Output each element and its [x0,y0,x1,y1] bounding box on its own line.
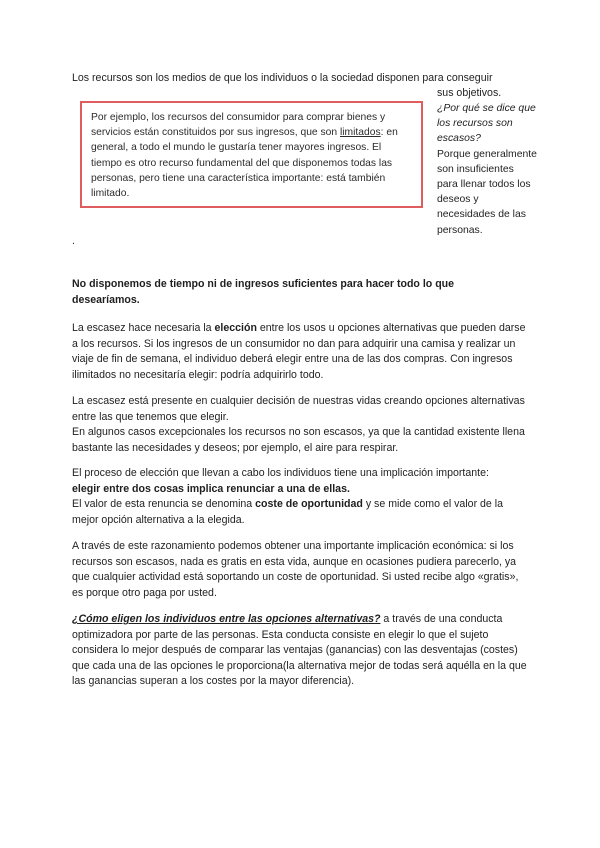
p3-text-e: y se mide como el valor de la mejor opción alternativa a la elegida. [72,498,504,526]
intro-line-1: Los recursos son los medios de que los individuos o la sociedad disponen para conseguir [72,72,493,84]
p2-line-b: En algunos casos excepcionales los recursos no son escasos, ya que la cantidad existente llena bastante las necesidades y deseos; por ejemplo, el aire para respirar. [72,426,525,454]
quote-text-after: : en general, a todo el mundo le gustaría tener mayores ingresos. El tiempo es otro recurso fundamental del que disponemos todas las personas, pero tiene una característica importante: está también limitado. [91,127,398,200]
p3-text-c: El valor de esta renuncia se denomina [72,498,256,510]
p3-bold-renunciar: elegir entre dos cosas implica renunciar a una de ellas. [72,482,350,495]
quote-text-before: Por ejemplo, los recursos del consumidor para comprar bienes y servicios están constituidos por sus ingresos, que son [91,112,386,139]
p1-text-c: entre los usos u opciones alternativas que pueden darse a los recursos. Si los ingresos de un consumidor no dan para adquirir una camisa y realizar un viaje de fin de semana, el individuo deberá elegir entre una de las dos compras. Con ingresos ilimitados no necesitaría elegir: podría adquirirlo todo. [72,322,526,381]
intro-paragraph [72,71,532,99]
paragraph-coste-oportunidad [72,466,532,528]
side-note-answer: Porque generalmente son insuficientes para llenar todos los deseos y necesidades de las personas. [437,148,537,236]
p1-bold-eleccion: elección [214,322,257,334]
paragraph-como-eligen [72,612,532,690]
side-note [437,101,537,238]
paragraph-escasez [72,394,532,456]
intro-line-2: sus objetivos. [437,87,502,99]
p5-text: a través de una conducta optimizadora por parte de las personas. Esta conducta consiste en elegir lo que el sujeto considera lo mejor después de comparar las ventajas (ganancias) con las desventajas (costes) que cada una de las opciones le proporciona(la alternativa mejor de todas será aquélla en la que las ganancias superan a los costes por la mayor diferencia). [72,613,527,687]
stray-dot: . [72,235,75,247]
paragraph-nada-gratis: A través de este razonamiento podemos obtener una importante implicación económica: si los recursos son escasos, nada es gratis en esta vida, aunque en ocasiones pudiera parecerlo, ya que cualquier actividad está soportando un coste de oportunidad. Si usted recibe algo «gratis», es porque otro paga por usted. [72,540,519,599]
p2-line-a: La escasez está presente en cualquier decisión de nuestras vidas creando opciones alternativas entre las que tenemos que elegir. [72,395,525,423]
p3-line-a: El proceso de elección que llevan a cabo los individuos tiene una implicación importante: [72,467,489,479]
side-note-question: ¿Por qué se dice que los recursos son escasos? [437,103,536,145]
p1-text-a: La escasez hace necesaria la [72,322,215,334]
p3-bold-coste: coste de oportunidad [255,498,363,510]
quote-underlined-word: limitados [339,127,381,139]
paragraph-eleccion [72,321,532,383]
section-heading: No disponemos de tiempo ni de ingresos suficientes para hacer todo lo que desearíamos. [72,278,455,306]
p5-question: ¿Cómo eligen los individuos entre las opciones alternativas? [72,613,381,625]
quote-box [80,101,423,208]
